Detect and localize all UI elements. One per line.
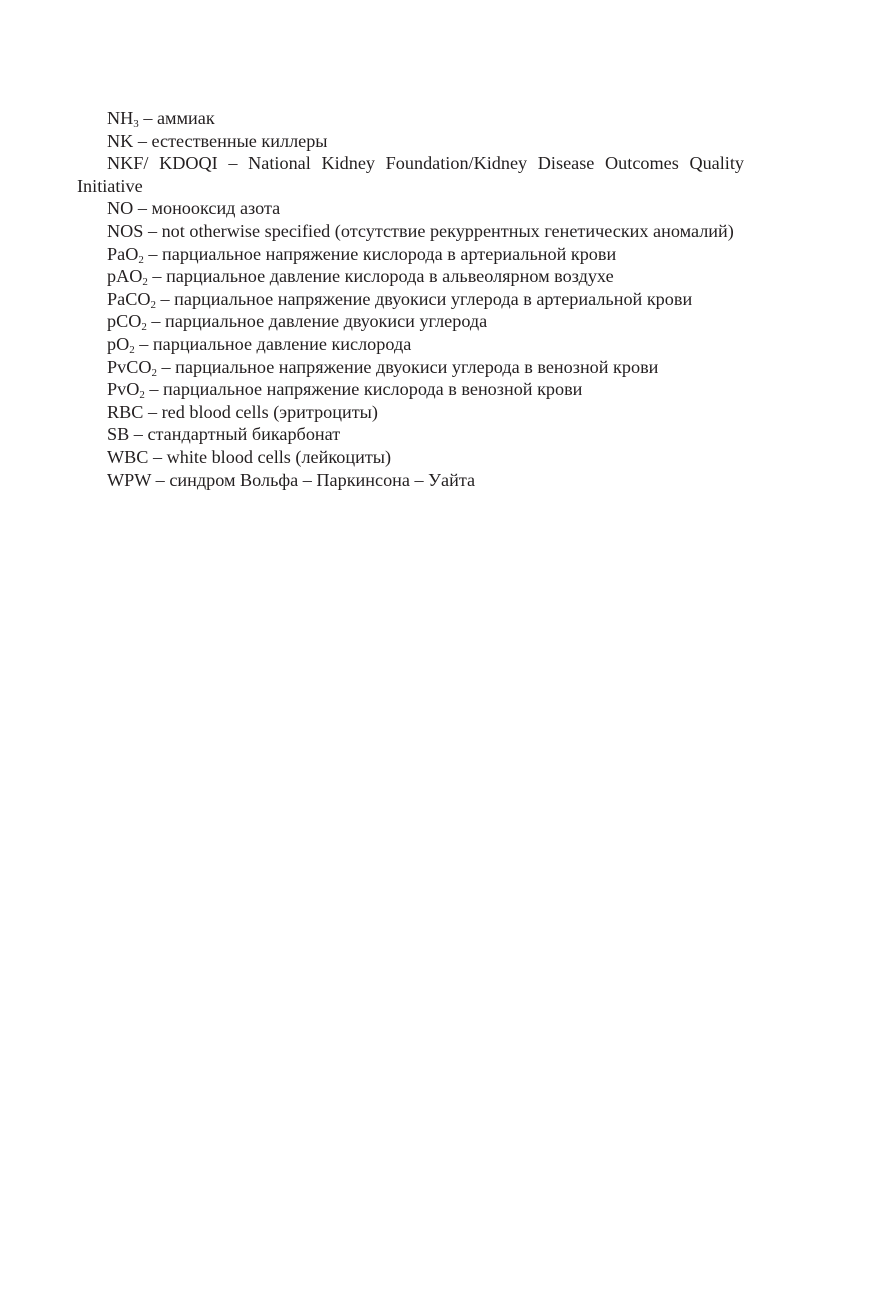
abbreviation-definition: – парциальное напряжение кислорода в артериальной крови (143, 243, 617, 264)
abbreviation-entry (77, 288, 744, 311)
abbreviation-entry (77, 197, 744, 220)
abbreviation-definition: – National Kidney Foundation/Kidney Disease Outcomes Quality Initiative (77, 153, 745, 196)
abbreviation-entry (77, 130, 744, 153)
abbreviation-term: pO (107, 333, 130, 354)
abbreviation-definition: – not otherwise specified (отсутствие рекуррентных генетических аномалий) (143, 220, 734, 241)
abbreviation-definition: – монооксид азота (133, 198, 281, 219)
abbreviation-term: PaCO (107, 288, 151, 309)
abbreviation-entry (77, 310, 744, 333)
abbreviation-definition: – естественные киллеры (133, 130, 328, 151)
abbreviation-entry (77, 356, 744, 379)
abbreviation-entry (77, 265, 744, 288)
abbreviation-subscript: 2 (142, 276, 148, 289)
abbreviation-term: PaO (107, 243, 139, 264)
abbreviation-entry (77, 152, 744, 197)
abbreviation-definition: – парциальное давление кислорода в альвеолярном воздухе (147, 266, 614, 287)
abbreviation-definition: – парциальное напряжение двуокиси углерода в артериальной крови (155, 288, 693, 309)
abbreviation-term: SB (107, 424, 130, 445)
abbreviation-definition: – red blood cells (эритроциты) (143, 401, 378, 422)
abbreviation-definition: – парциальное напряжение двуокиси углерода в венозной крови (156, 356, 659, 377)
abbreviation-entry (77, 446, 744, 469)
abbreviation-term: PvCO (107, 356, 152, 377)
abbreviation-term: NOS (107, 220, 144, 241)
abbreviation-subscript: 2 (151, 366, 157, 379)
abbreviation-term: WBC (107, 446, 149, 467)
abbreviation-entry (77, 107, 744, 130)
abbreviation-definition: – white blood cells (лейкоциты) (148, 446, 392, 467)
abbreviation-definition: – парциальное давление кислорода (134, 333, 412, 354)
abbreviation-subscript: 2 (129, 343, 135, 356)
abbreviation-subscript: 2 (141, 321, 147, 334)
abbreviation-subscript: 2 (150, 298, 156, 311)
abbreviation-entry (77, 401, 744, 424)
abbreviation-subscript: 2 (138, 253, 144, 266)
abbreviation-term: NKF/ KDOQI (107, 153, 218, 174)
abbreviation-entry (77, 423, 744, 446)
abbreviation-subscript: 2 (139, 389, 145, 402)
abbreviation-list (77, 107, 744, 491)
abbreviation-term: RBC (107, 401, 144, 422)
abbreviation-term: WPW (107, 469, 152, 490)
abbreviation-term: pAO (107, 266, 143, 287)
abbreviation-term: NH (107, 108, 134, 128)
abbreviation-entry (77, 220, 744, 243)
abbreviation-entry (77, 469, 744, 492)
abbreviation-entry (77, 333, 744, 356)
abbreviation-term: PvO (107, 379, 140, 400)
abbreviation-entry (77, 378, 744, 401)
abbreviation-subscript: 3 (133, 118, 139, 130)
abbreviation-definition: – парциальное напряжение кислорода в венозной крови (144, 379, 583, 400)
abbreviation-entry (77, 243, 744, 266)
abbreviation-definition: – синдром Вольфа – Паркинсона – Уайта (151, 469, 476, 490)
abbreviation-term: pCO (107, 311, 142, 332)
abbreviation-definition: – аммиак (138, 108, 215, 128)
abbreviation-term: NO (107, 198, 134, 219)
abbreviation-definition: – стандартный бикарбонат (129, 424, 341, 445)
abbreviation-term: NK (107, 130, 134, 151)
abbreviation-definition: – парциальное давление двуокиси углерода (146, 311, 488, 332)
